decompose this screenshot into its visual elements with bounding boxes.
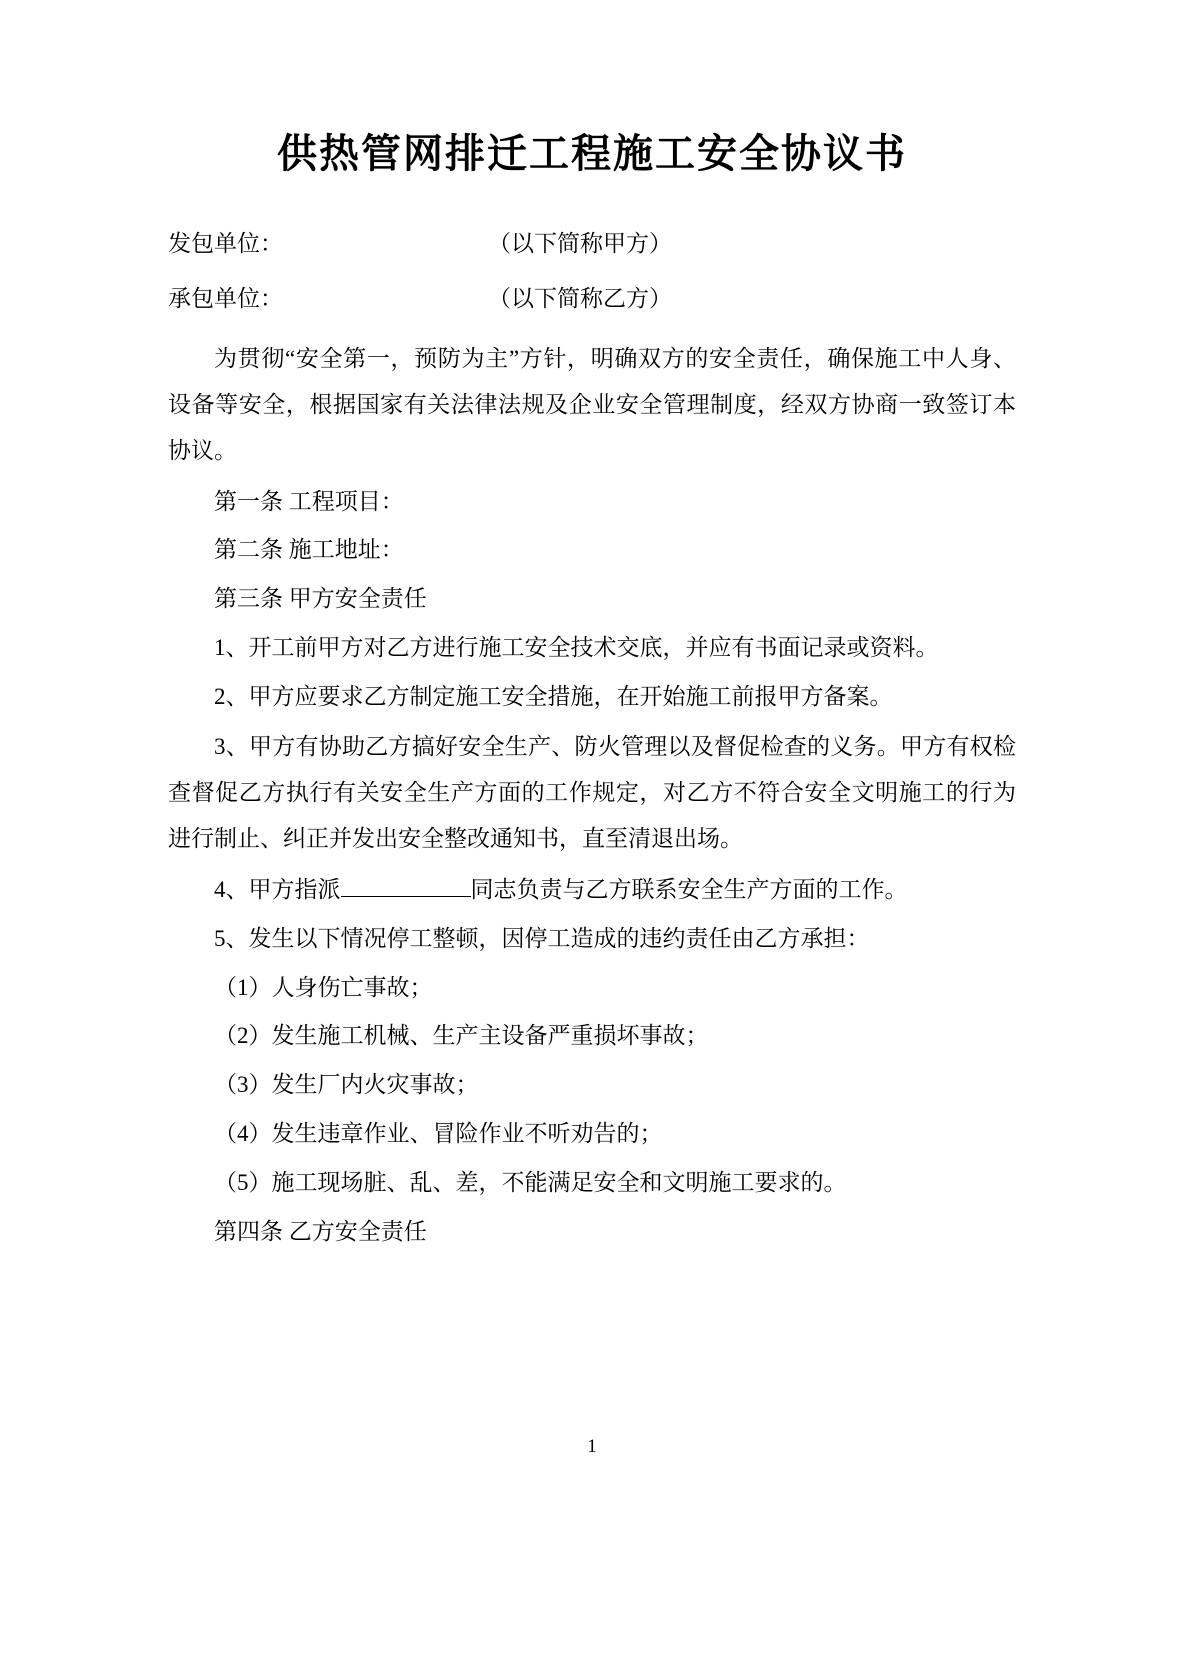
party-line-contractor [168,281,1016,318]
employer-label: 发包单位： [168,231,283,256]
clause-item: 1、开工前甲方对乙方进行施工安全技术交底，并应有书面记录或资料。 [214,635,939,661]
clause-item: （1）人身伤亡事故； [214,974,433,1000]
employer-note: （以下简称甲方） [488,231,672,256]
clause-item: 第一条 工程项目： [214,488,404,514]
document-body [168,128,1016,1259]
page-number: 1 [587,1436,597,1457]
clause-item: 5、发生以下情况停工整顿，因停工造成的违约责任由乙方承担： [214,925,870,951]
party-line-employer [168,226,1016,263]
clause-item-with-blank [168,868,1016,913]
clause-item: 3、甲方有协助乙方搞好安全生产、防火管理以及督促检查的义务。甲方有权检查督促乙方执行有关安全生产方面的工作规定，对乙方不符合安全文明施工的行为进行制止、纠正并发出安全整改通知书，直至清退出场。 [168,733,1016,851]
preamble-paragraph: 为贯彻“安全第一，预防为主”方针，明确双方的安全责任，确保施工中人身、设备等安全，根据国家有关法律法规及企业安全管理制度，经双方协商一致签订本协议。 [168,345,1016,463]
clause-item: 第二条 施工地址： [214,537,404,563]
clause-item: （4）发生违章作业、冒险作业不听劝告的； [214,1121,663,1147]
clause-item: 第四条 乙方安全责任 [214,1218,427,1244]
clause-item: （2）发生施工机械、生产主设备严重损坏事故； [214,1023,709,1049]
page-title: 供热管网排迁工程施工安全协议书 [277,131,907,176]
contractor-note: （以下简称乙方） [488,285,672,311]
clause-text-after: 同志负责与乙方联系安全生产方面的工作。 [470,876,908,902]
clause-item: 2、甲方应要求乙方制定施工安全措施，在开始施工前报甲方备案。 [214,683,893,709]
clause-item: （3）发生厂内火灾事故； [214,1072,479,1098]
clause-item: 第三条 甲方安全责任 [214,586,427,612]
assignee-blank-field[interactable] [341,873,471,897]
clause-item: （5）施工现场脏、乱、差，不能满足安全和文明施工要求的。 [214,1169,847,1195]
contractor-label: 承包单位： [168,285,283,311]
clause-text-before: 4、甲方指派 [214,876,341,902]
